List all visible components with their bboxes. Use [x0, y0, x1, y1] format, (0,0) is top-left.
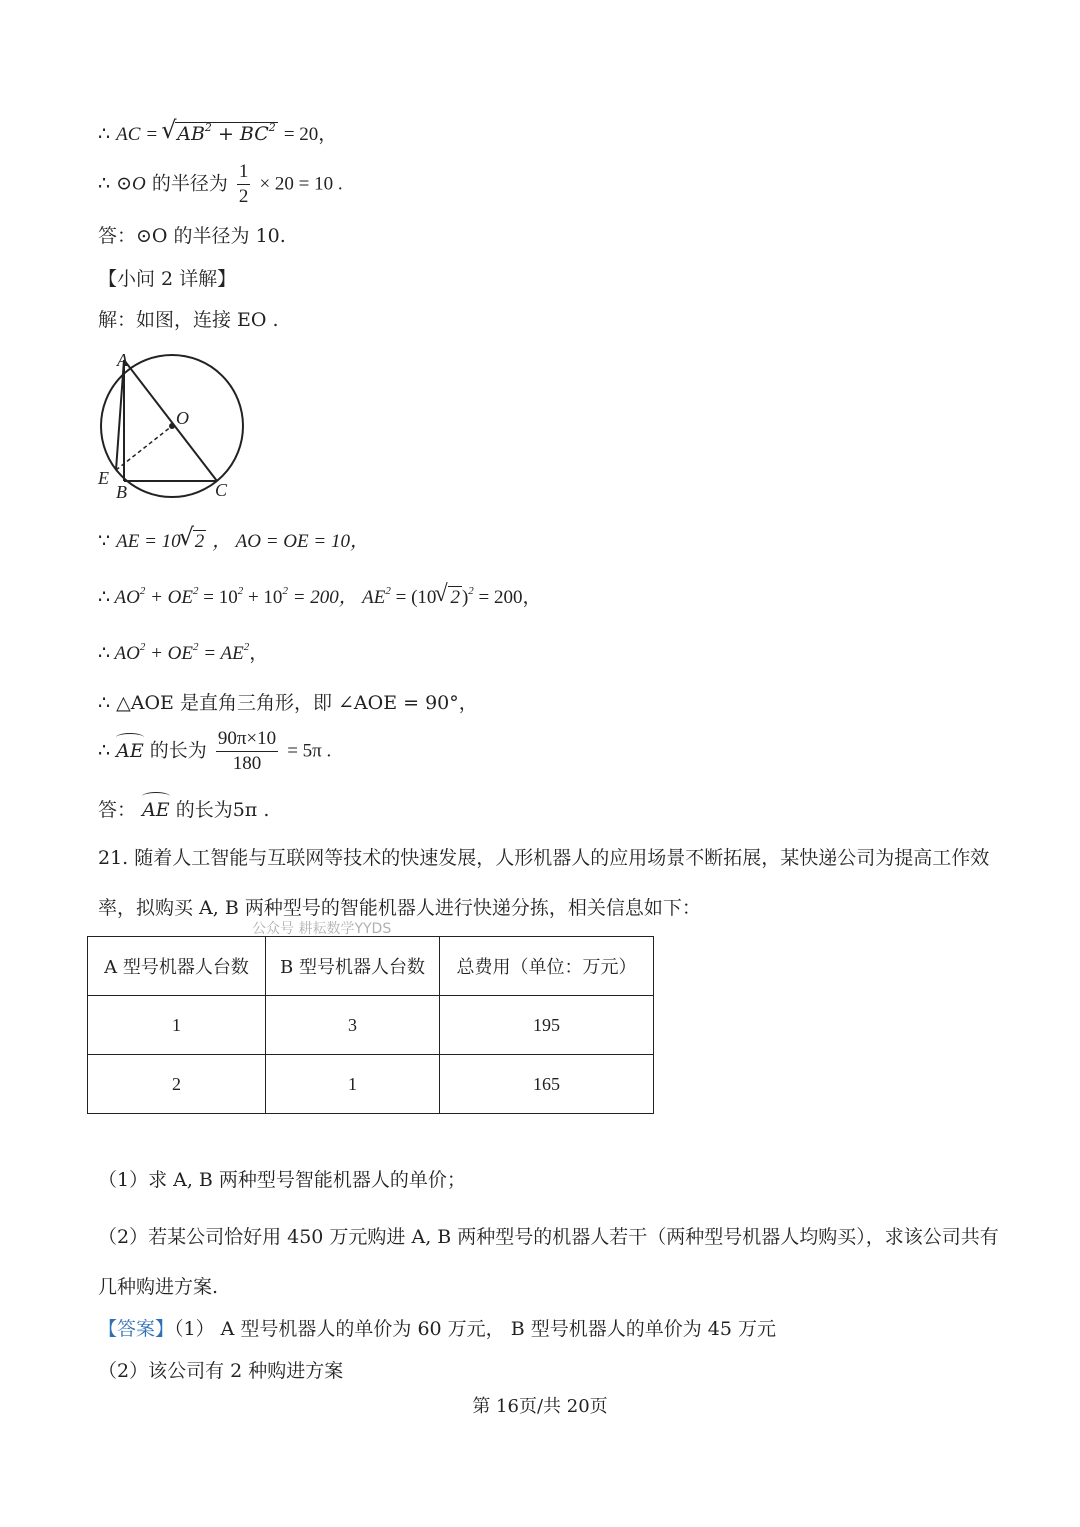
therefore-symbol: ∴ — [98, 172, 111, 195]
circle-o-label: ⊙O — [116, 173, 146, 195]
point-c-label: C — [215, 480, 228, 500]
exponent: 2 — [139, 641, 146, 653]
answer-part-2: （2）该公司有 2 种购进方案 — [98, 1360, 344, 1382]
exponent: 2 — [193, 641, 199, 653]
ae-term: = AE — [198, 643, 244, 664]
fraction-half — [237, 160, 251, 209]
bc-term: BC — [239, 123, 269, 145]
because-symbol: ∵ — [98, 530, 111, 552]
fraction-arc — [216, 727, 278, 776]
table-header: A 型号机器人台数 — [88, 937, 266, 996]
answer-part-1: （1） A 型号机器人的单价为 60 万元， B 型号机器人的单价为 45 万元 — [174, 1318, 776, 1340]
table-cell: 3 — [266, 996, 440, 1055]
step-arc-length — [98, 727, 331, 776]
answer-line-1 — [98, 1316, 776, 1342]
paren-term: = (10 — [390, 587, 437, 608]
ao-term: AO — [114, 643, 140, 664]
exponent: 2 — [237, 585, 244, 597]
ao-oe-expression: ， AO = OE = 10， — [212, 531, 369, 552]
line-radius-calc — [98, 160, 343, 209]
answer-radius: 答：⊙O 的半径为 10. — [98, 225, 286, 247]
fraction-denominator: 180 — [232, 753, 262, 774]
table-cell: 195 — [440, 996, 654, 1055]
arc-ae: AE — [116, 739, 144, 762]
bc-exponent: 2 — [268, 121, 276, 134]
page-footer: 第 16页/共 20页 — [472, 1396, 608, 1417]
sqrt-two — [181, 528, 207, 555]
ac-result: = 20， — [283, 124, 338, 145]
result: = 200， — [473, 587, 542, 608]
step-pythagoras — [98, 641, 268, 667]
step-because — [98, 528, 369, 555]
table-cell: 165 — [440, 1055, 654, 1114]
fraction-numerator: 1 — [237, 160, 251, 185]
point-e-label: E — [98, 468, 109, 488]
table-header: 总费用（单位：万元） — [440, 937, 654, 996]
ae-term: = 200， AE — [287, 587, 386, 608]
ab-term: AB — [177, 123, 205, 145]
subquestion-2-intro: 解：如图，连接 EO . — [98, 309, 279, 331]
table-row — [88, 996, 654, 1055]
answer-tag: 【答案】 — [98, 1318, 175, 1340]
robot-info-table — [87, 936, 654, 1114]
answer-arc-length — [98, 797, 269, 823]
exponent: 2 — [139, 585, 146, 597]
exponent: 2 — [282, 585, 288, 597]
answer-arc-text: 的长为5π . — [175, 799, 270, 821]
line-ac-value — [98, 121, 337, 148]
therefore-symbol: ∴ — [98, 643, 111, 664]
close-paren: ) — [461, 587, 469, 608]
ab-exponent: 2 — [204, 121, 212, 134]
radius-result: × 20 = 10 . — [259, 173, 343, 195]
sqrt-expression: √ $AB^2 + BC^2$ — [163, 121, 278, 147]
arc-ae: AE — [142, 799, 170, 821]
exponent: 2 — [385, 585, 391, 597]
oe-term: + OE — [145, 587, 193, 608]
therefore-symbol: ∴ — [98, 739, 111, 762]
therefore-symbol: ∴ — [98, 587, 111, 608]
step-squares — [98, 585, 541, 611]
arc-length-text: 的长为 — [149, 739, 207, 762]
table-cell: 1 — [266, 1055, 440, 1114]
step-right-triangle: ∴ △AOE 是直角三角形，即 ∠AOE = 90°， — [98, 692, 478, 714]
table-cell: 1 — [88, 996, 266, 1055]
comma: ， — [249, 643, 269, 664]
table-header: B 型号机器人台数 — [266, 937, 440, 996]
table-cell: 2 — [88, 1055, 266, 1114]
oe-term: + OE — [145, 643, 193, 664]
table-header-row — [88, 937, 654, 996]
fraction-denominator: 2 — [238, 186, 249, 207]
question-part-2-line1: （2）若某公司恰好用 450 万元购进 A, B 两种型号的机器人若干（两种型号机器人均购买），求该公司共有 — [98, 1226, 999, 1248]
equals-sign: = — [146, 124, 158, 145]
question-21-line1: 21. 随着人工智能与互联网等技术的快速发展，人形机器人的应用场景不断拓展，某快递公司为提高工作效 — [98, 847, 990, 869]
answer-prefix: 答： — [98, 799, 137, 821]
exponent: 2 — [468, 585, 474, 597]
question-21-line2: 率，拟购买 A, B 两种型号的智能机器人进行快递分拣，相关信息如下： — [98, 897, 701, 919]
center-point-o — [169, 423, 175, 429]
sqrt-radicand: 2 — [194, 531, 205, 552]
fraction-numerator: 90π×10 — [216, 727, 278, 752]
therefore-symbol: ∴ — [98, 123, 111, 145]
ac-label: AC — [116, 124, 141, 145]
arc-result: = 5π . — [287, 740, 332, 762]
question-part-2-line2: 几种购进方案. — [98, 1276, 219, 1298]
ae-expression: AE = 10 — [116, 531, 181, 552]
table-row — [88, 1055, 654, 1114]
question-part-1: （1）求 A, B 两种型号智能机器人的单价； — [98, 1169, 466, 1191]
ten-term: + 10 — [243, 587, 283, 608]
ao-term: AO — [114, 587, 140, 608]
circle-diagram — [94, 348, 254, 500]
radius-text: 的半径为 — [151, 172, 228, 195]
point-a-label: A — [117, 350, 128, 370]
point-b-label: B — [116, 482, 127, 500]
sqrt-two — [436, 585, 462, 611]
segment-ac — [124, 360, 217, 481]
exponent: 2 — [193, 585, 199, 597]
subquestion-2-heading: 【小问 2 详解】 — [98, 268, 237, 290]
ten-term: = 10 — [198, 587, 238, 608]
point-o-label: O — [176, 408, 189, 428]
sqrt-radicand: 2 — [450, 587, 460, 608]
exponent: 2 — [243, 641, 250, 653]
watermark: 公众号 耕耘数学YYDS — [252, 921, 392, 937]
